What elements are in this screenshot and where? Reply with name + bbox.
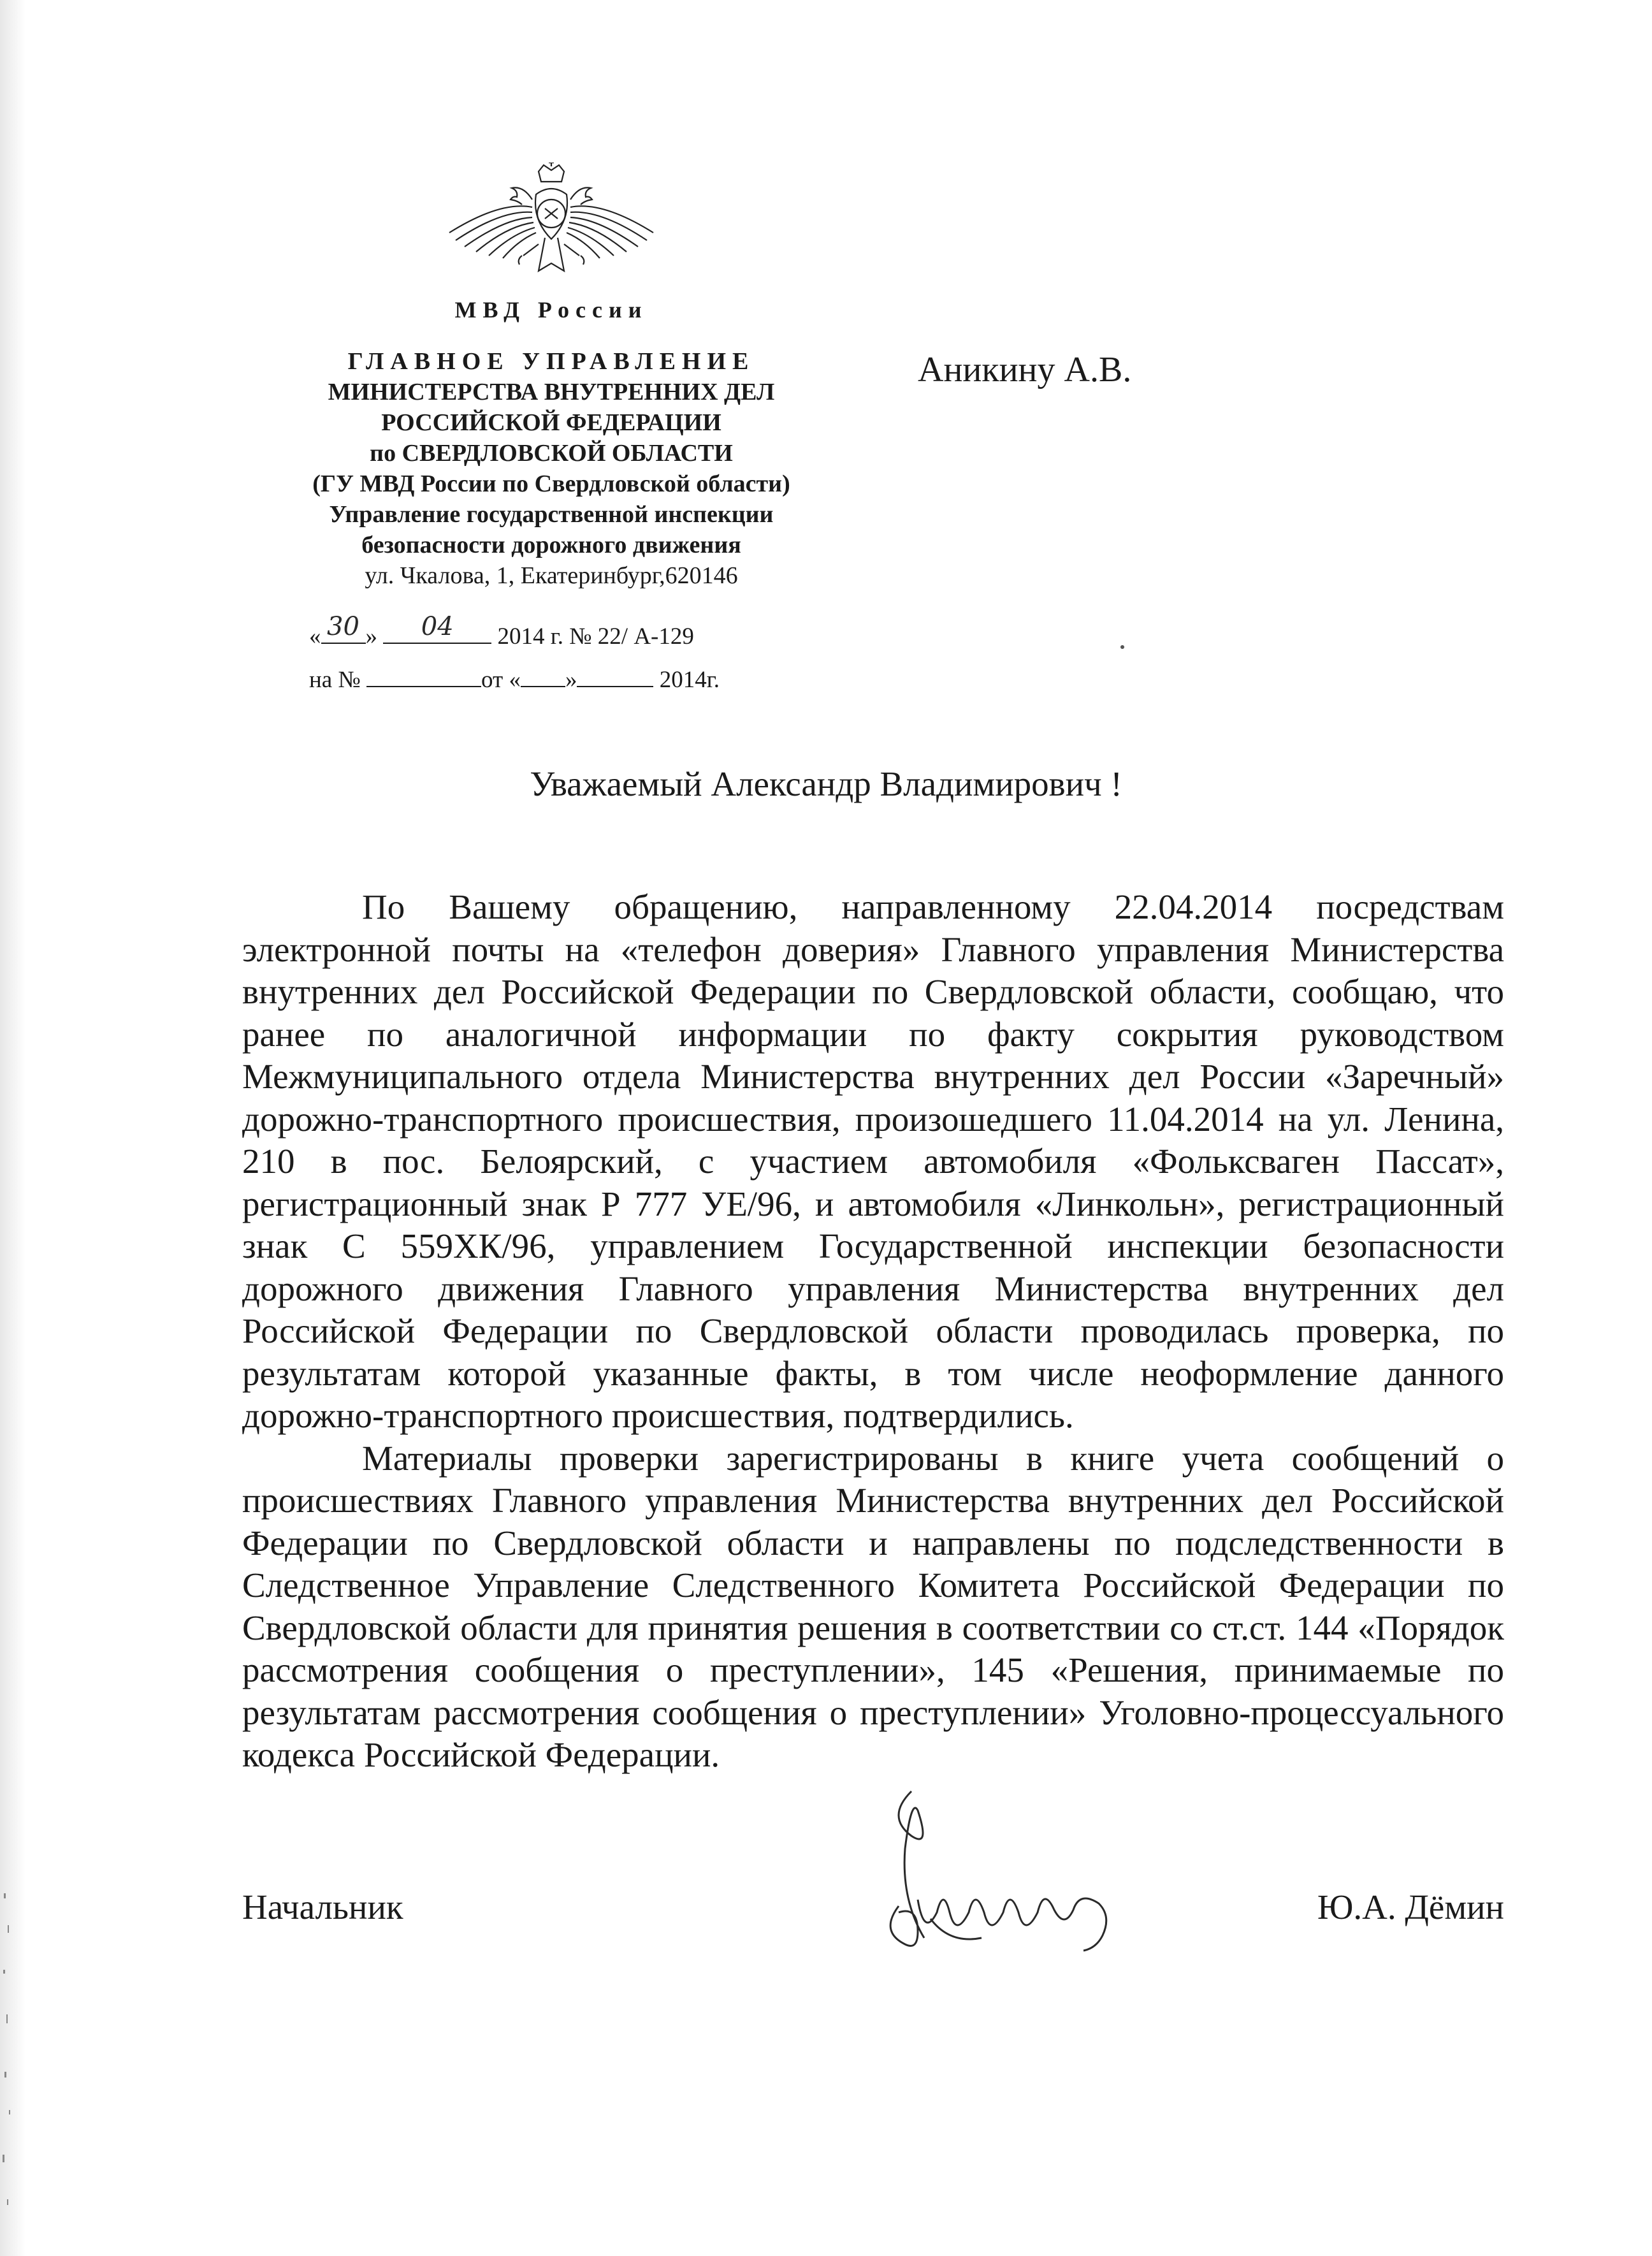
salutation: Уважаемый Александр Владимирович !	[530, 764, 1122, 803]
date-close-quote: »	[365, 623, 377, 650]
month-handwritten: 04	[421, 612, 454, 641]
ref-year: 2014г.	[659, 667, 720, 693]
ref-from: от «	[481, 667, 521, 693]
ref-day-field	[521, 663, 565, 687]
letterhead-line-7: безопасности дорожного движения	[361, 532, 741, 558]
letterhead-address: ул. Чкалова, 1, Екатеринбург,620146	[365, 562, 738, 589]
double-headed-eagle-emblem-icon	[443, 163, 660, 290]
letterhead-line-5: (ГУ МВД России по Свердловской области)	[312, 470, 790, 497]
date-year-number: 2014 г. № 22/ А-129	[497, 623, 694, 650]
letterhead-line-6: Управление государственной инспекции	[329, 501, 774, 528]
signatory-name: Ю.А. Дёмин	[1317, 1888, 1504, 1926]
letterhead	[236, 163, 867, 591]
scan-noise	[0, 1881, 19, 2250]
addressee: Аникину А.В.	[918, 350, 1132, 389]
letterhead-line-1: ГЛАВНОЕ УПРАВЛЕНИЕ	[347, 348, 755, 375]
body-paragraph-2: Материалы проверки зарегистрированы в книге учета сообщений о происшествиях Главного управления Министерства внутренних дел Российской Федерации по Свердловской области и направлены по подследственности в Следственное Управление Следственного Комитета Российской Федерации по Свердловской области для принятия решения в соответствии со ст.ст. 144 «Порядок рассмотрения сообщения о преступлении», 145 «Решения, принимаемые по результатам рассмотрения сообщения о преступлении» Уголовно-процессуального кодекса Российской Федерации.	[242, 1438, 1504, 1774]
ref-month-field	[577, 663, 653, 687]
ref-prefix: на №	[309, 667, 361, 693]
month-field	[383, 612, 491, 644]
date-open-quote: «	[309, 623, 321, 650]
agency-short-name: МВД России	[454, 297, 648, 323]
signatory-title: Начальник	[242, 1888, 403, 1926]
ref-close-quote: »	[565, 667, 577, 693]
body-paragraph-1: По Вашему обращению, направленному 22.04.2014 посредствам электронной почты на «телефон доверия» Главного управления Министерства внутренних дел Российской Федерации по Свердловской области, сообщаю, что ранее по аналогичной информации по факту сокрытия руководством Межмуниципального отдела Министерства внутренних дел России «Заречный» дорожно-транспортного происшествия, произошедшего 11.04.2014 на ул. Ленина, 210 в пос. Белоярский, с участием автомобиля «Фольксваген Пассат», регистрационный знак Р 777 УЕ/96, и автомобиля «Линкольн», регистрационный знак С 559ХК/96, управлением Государственной инспекции безопасности дорожного движения Главного управления Министерства внутренних дел Российской Федерации по Свердловской области проводилась проверка, по результатам которой указанные факты, в том числе неоформление данного дорожно-транспортного происшествия, подтвердились.	[242, 887, 1504, 1435]
scan-speck	[1120, 645, 1124, 649]
letterhead-line-4: по СВЕРДЛОВСКОЙ ОБЛАСТИ	[370, 440, 733, 467]
day-handwritten: 30	[327, 612, 359, 641]
signature-block	[242, 1887, 1504, 1938]
letterhead-line-2: МИНИСТЕРСТВА ВНУТРЕННИХ ДЕЛ	[328, 379, 775, 405]
letter-body	[242, 886, 1504, 1777]
ref-number-field	[366, 663, 481, 687]
outgoing-date-number	[309, 612, 883, 651]
day-field	[321, 612, 366, 644]
letterhead-line-3: РОССИЙСКОЙ ФЕДЕРАЦИИ	[381, 409, 721, 436]
reference-line	[309, 663, 883, 695]
